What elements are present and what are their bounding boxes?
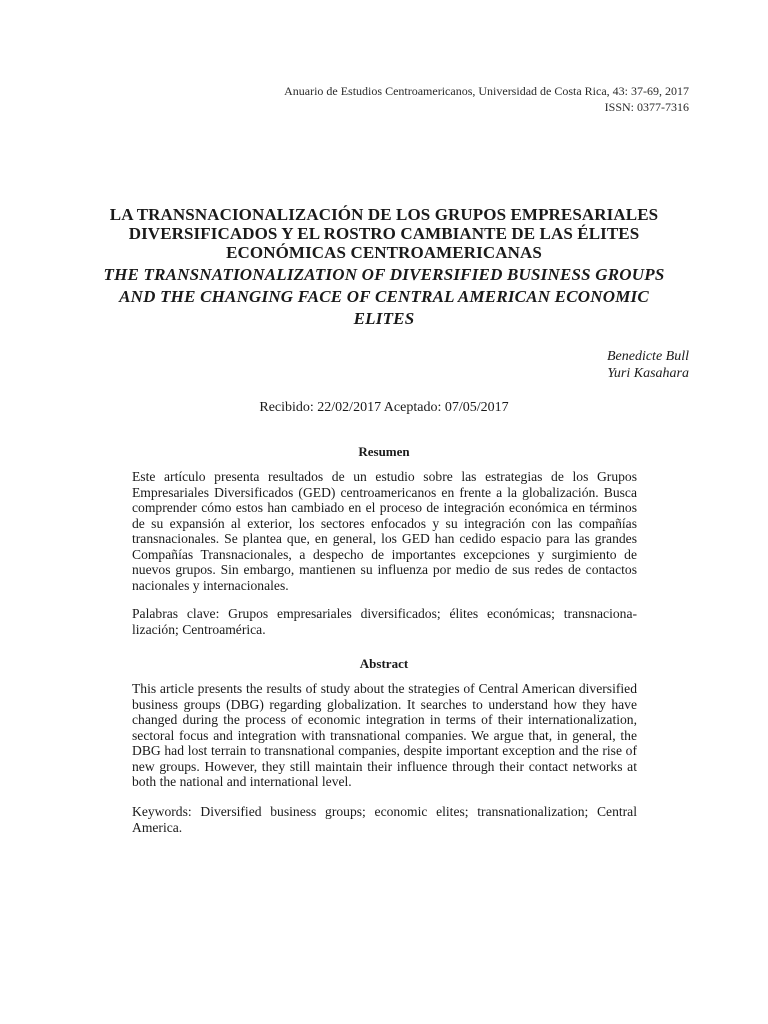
- title-english-line-2: AND THE CHANGING FACE OF CENTRAL AMERICAN ECONOMIC: [119, 287, 649, 306]
- issn: ISSN: 0377-7316: [604, 100, 689, 114]
- author-name: Benedicte Bull: [606, 349, 689, 364]
- abstract-body: This article presents the results of study about the strategies of Central American diversified business groups (DBG) regarding globalization. It searches to understand how they have changed during the process of economic integration in terms of their internationalization, sectoral focus and integration with transnational companies. We argue that, in general, the DBG had lost terrain to transnational companies, despite important exception and the rise of new groups. However, they still maintain their influence through their contact networks at both the national and international level.: [132, 681, 637, 789]
- title-spanish-line-2: DIVERSIFICADOS Y EL ROSTRO CAMBIANTE DE LAS ÉLITES: [128, 224, 640, 243]
- title-english: [80, 264, 688, 330]
- title-english-line-3: ELITES: [353, 309, 415, 328]
- title-block: [80, 205, 688, 330]
- author-name: Yuri Kasahara: [607, 366, 689, 381]
- journal-citation: Anuario de Estudios Centroamericanos, Universidad de Costa Rica, 43: 37-69, 2017: [284, 84, 689, 98]
- journal-header: [284, 83, 689, 115]
- keywords: Keywords: Diversified business groups; economic elites; transnationalization; Central America.: [132, 804, 637, 835]
- title-spanish: [80, 205, 688, 262]
- abstract-heading: Abstract: [359, 656, 409, 671]
- resumen-heading: Resumen: [358, 444, 410, 459]
- title-spanish-line-1: LA TRANSNACIONALIZACIÓN DE LOS GRUPOS EMPRESARIALES: [109, 205, 659, 224]
- authors: [607, 348, 689, 382]
- resumen-body: Este artículo presenta resultados de un estudio sobre las estrategias de los Grupos Empresariales Diversificados (GED) centroamericanos en frente a la globalización. Busca comprender cómo estos han cambiado en el proceso de integración económica en términos de su expansión al exterior, los sectores enfocados y su integración con las compañías transnacionales. Se plantea que, en general, los GED han cedido espacio para las grandes Compañías Transnacionales, a despecho de importantes excepciones y surgimiento de nuevos grupos. Sin embargo, mantienen su influenza por medio de sus redes de contactos nacionales y internacionales.: [132, 469, 637, 593]
- received-accepted-dates: Recibido: 22/02/2017 Aceptado: 07/05/2017: [259, 400, 509, 415]
- palabras-clave: Palabras clave: Grupos empresariales diversificados; élites económicas; transnaciona-lización; Centroamérica.: [132, 606, 637, 637]
- title-spanish-line-3: ECONÓMICAS CENTROAMERICANAS: [226, 243, 542, 262]
- title-english-line-1: THE TRANSNATIONALIZATION OF DIVERSIFIED BUSINESS GROUPS: [103, 265, 665, 284]
